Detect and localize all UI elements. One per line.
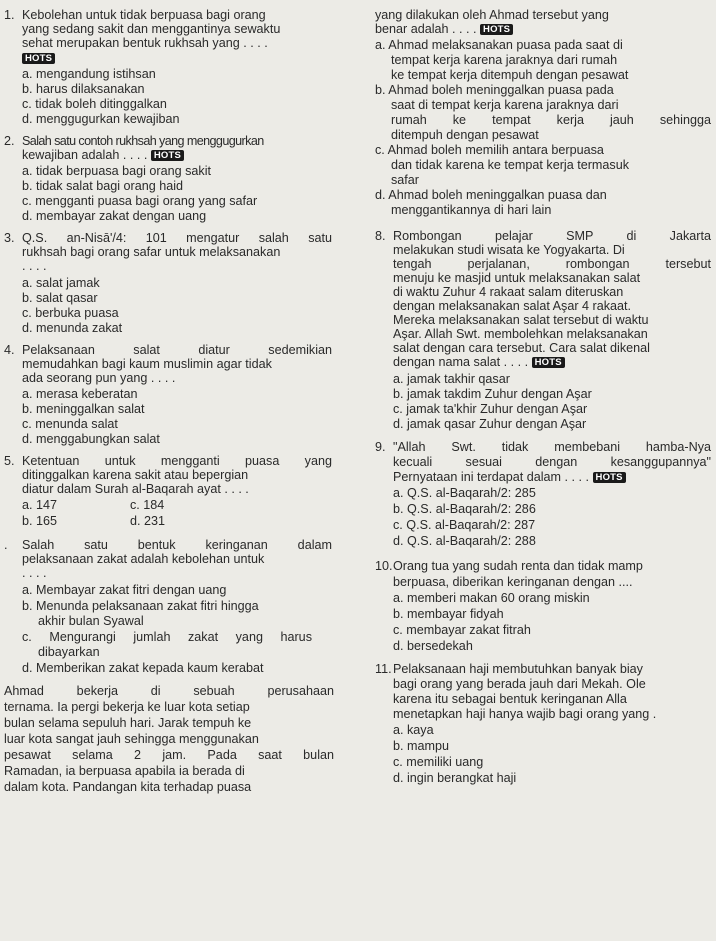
q1-option-b: b. harus dilaksanakan (22, 82, 145, 96)
q10-number: 10. (375, 559, 393, 573)
q5-option-a: a. 147 (22, 498, 58, 512)
q7-option-b-cont: saat di tempat kerja karena jaraknya dari (391, 98, 619, 112)
q8-text-line: dengan nama salat . . . . HOTS (393, 355, 565, 369)
q2-option-d: d. membayar zakat dengan uang (22, 209, 207, 223)
q6-option-c: c. Mengurangi jumlah zakat yang harus (22, 630, 312, 644)
q8-number: 8. (375, 229, 386, 243)
passage-line: bulan selama sepuluh hari. Jarak tempuh ke (4, 716, 252, 730)
q7-option-a: a. Ahmad melaksanakan puasa pada saat di (375, 38, 623, 52)
q4-text-line: ada seorang pun yang . . . . (22, 371, 176, 385)
q8-text-line: menuju ke masjid untuk melaksanakan salat (393, 271, 641, 285)
q4-number: 4. (4, 343, 15, 357)
q11-text-line: menetapkan haji hanya wajib bagi orang yang . (393, 707, 657, 721)
q1-text-line: Kebolehan untuk tidak berpuasa bagi orang (22, 8, 266, 22)
q10-option-d: d. bersedekah (393, 639, 473, 653)
q8-text-line: Aşar. Allah Swt. membolehkan melaksanakan (393, 327, 648, 341)
q8-text-line: Mereka melaksanakan salat tersebut di waktu (393, 313, 649, 327)
q7-option-c: c. Ahmad boleh memilih antara berpuasa (375, 143, 604, 157)
q9-option-b: b. Q.S. al-Baqarah/2: 286 (393, 502, 536, 516)
q2-number: 2. (4, 134, 15, 148)
q11-option-d: d. ingin berangkat haji (393, 771, 517, 785)
q6-option-b-cont: akhir bulan Syawal (38, 614, 144, 628)
q4-option-b: b. meninggalkan salat (22, 402, 145, 416)
q8-option-c: c. jamak ta'khir Zuhur dengan Aşar (393, 402, 588, 416)
q9-option-c: c. Q.S. al-Baqarah/2: 287 (393, 518, 536, 532)
q5-option-c: c. 184 (130, 498, 165, 512)
q6-text-line: . . . . (22, 566, 47, 580)
q1-option-c: c. tidak boleh ditinggalkan (22, 97, 167, 111)
q7-option-c-cont: safar (391, 173, 419, 187)
q9-option-a: a. Q.S. al-Baqarah/2: 285 (393, 486, 536, 500)
q3-number: 3. (4, 231, 15, 245)
q10-text-line: Orang tua yang sudah renta dan tidak mamp (393, 559, 643, 573)
q7-text-line: benar adalah . . . . HOTS (375, 22, 513, 36)
q1-text-line: sehat merupakan bentuk rukhsah yang . . . . (22, 36, 268, 50)
q11-number: 11. (375, 662, 392, 676)
q3-option-a: a. salat jamak (22, 276, 100, 290)
hots-badge: HOTS (593, 472, 626, 483)
q4-text-line: memudahkan bagi kaum muslimin agar tidak (22, 357, 272, 371)
passage-line: Ramadan, ia berpuasa apabila ia berada di (4, 764, 245, 778)
q4-option-d: d. menggabungkan salat (22, 432, 160, 446)
q4-text-line: Pelaksanaan salat diatur sedemikian (22, 343, 332, 357)
passage-line: pesawat selama 2 jam. Pada saat bulan (4, 748, 334, 762)
q1-number: 1. (4, 8, 15, 22)
hots-badge: HOTS (480, 24, 513, 35)
q7-option-b: b. Ahmad boleh meninggalkan puasa pada (375, 83, 614, 97)
q3-text-line: Q.S. an-Nisā'/4: 101 mengatur salah satu (22, 231, 332, 245)
q7-option-c-cont: dan tidak karena ke tempat kerja termasuk (391, 158, 630, 172)
q8-option-d: d. jamak qasar Zuhur dengan Aşar (393, 417, 587, 431)
q8-text-line: di waktu Zuhur 4 rakaat salam diteruskan (393, 285, 624, 299)
q11-option-b: b. mampu (393, 739, 449, 753)
q9-text-line: Pernyataan ini terdapat dalam . . . . HOTS (393, 470, 626, 484)
q5-number: 5. (4, 454, 15, 468)
q6-option-d: d. Memberikan zakat kepada kaum kerabat (22, 661, 264, 675)
q5-option-d: d. 231 (130, 514, 166, 528)
passage-line: dalam kota. Pandangan kita terhadap puasa (4, 780, 252, 794)
q2-text-line: kewajiban adalah . . . . HOTS (22, 148, 184, 162)
q5-option-b: b. 165 (22, 514, 58, 528)
q4-option-a: a. merasa keberatan (22, 387, 138, 401)
q3-option-c: c. berbuka puasa (22, 306, 119, 320)
q1-text-line: yang sedang sakit dan menggantinya sewaktu (22, 22, 281, 36)
q3-option-d: d. menunda zakat (22, 321, 123, 335)
q2-option-b: b. tidak salat bagi orang haid (22, 179, 184, 193)
passage-line: luar kota sangat jauh sehingga menggunakan (4, 732, 259, 746)
passage-line: ternama. Ia pergi bekerja ke luar kota setiap (4, 700, 250, 714)
q1-option-d: d. menggugurkan kewajiban (22, 112, 180, 126)
q1-option-a: a. mengandung istihsan (22, 67, 156, 81)
q7-option-b-cont: rumah ke tempat kerja jauh sehingga (391, 113, 711, 127)
q2-text-line: Salah satu contoh rukhsah yang menggugurkan (22, 134, 264, 148)
hots-badge: HOTS (22, 51, 55, 65)
q4-option-c: c. menunda salat (22, 417, 118, 431)
q2-option-a: a. tidak berpuasa bagi orang sakit (22, 164, 212, 178)
q5-text-line: Ketentuan untuk mengganti puasa yang (22, 454, 332, 468)
q3-text-line: . . . . (22, 259, 47, 273)
q8-text-line: tengah perjalanan, rombongan tersebut (393, 257, 711, 271)
q7-option-d: d. Ahmad boleh meninggalkan puasa dan (375, 188, 607, 202)
q7-option-d-cont: menggantikannya di hari lain (391, 203, 552, 217)
q11-text-line: karena itu sebagai bentuk keringanan Alla (393, 692, 627, 706)
q8-text-line: salat dengan cara tersebut. Cara salat dikenal (393, 341, 650, 355)
q10-option-c: c. membayar zakat fitrah (393, 623, 531, 637)
q8-option-a: a. jamak takhir qasar (393, 372, 510, 386)
q11-option-c: c. memiliki uang (393, 755, 484, 769)
q9-text-line: kecuali sesuai dengan kesanggupannya" (393, 455, 711, 469)
q5-text-line: diatur dalam Surah al-Baqarah ayat . . . . (22, 482, 249, 496)
q10-option-b: b. membayar fidyah (393, 607, 504, 621)
q2-option-c: c. mengganti puasa bagi orang yang safar (22, 194, 258, 208)
q6-option-c-cont: dibayarkan (38, 645, 100, 659)
q11-text-line: Pelaksanaan haji membutuhkan banyak biay (393, 662, 643, 676)
q3-text-line: rukhsah bagi orang safar untuk melaksanakan (22, 245, 281, 259)
q7-option-a-cont: ke tempat kerja ditempuh dengan pesawat (391, 68, 629, 82)
q11-text-line: bagi orang yang berada jauh dari Mekah. Ole (393, 677, 646, 691)
q9-text-line: "Allah Swt. tidak membebani hamba-Nya (393, 440, 711, 454)
q9-number: 9. (375, 440, 386, 454)
q8-text-line: dengan melaksanakan salat Aşar 4 rakaat. (393, 299, 632, 313)
hots-badge: HOTS (532, 357, 565, 368)
hots-badge: HOTS (151, 150, 184, 161)
q7-text-line: yang dilakukan oleh Ahmad tersebut yang (375, 8, 609, 22)
q3-option-b: b. salat qasar (22, 291, 98, 305)
q10-text-line: berpuasa, diberikan keringanan dengan .... (393, 575, 633, 589)
q10-option-a: a. memberi makan 60 orang miskin (393, 591, 590, 605)
q9-option-d: d. Q.S. al-Baqarah/2: 288 (393, 534, 536, 548)
q6-text-line: Salah satu bentuk keringanan dalam (22, 538, 332, 552)
q11-option-a: a. kaya (393, 723, 434, 737)
q7-option-b-cont: ditempuh dengan pesawat (391, 128, 539, 142)
q7-option-a-cont: tempat kerja karena jaraknya dari rumah (391, 53, 618, 67)
q5-text-line: ditinggalkan karena sakit atau bepergian (22, 468, 249, 482)
q8-text-line: Rombongan pelajar SMP di Jakarta (393, 229, 711, 243)
q6-option-a: a. Membayar zakat fitri dengan uang (22, 583, 227, 597)
q6-text-line: pelaksanaan zakat adalah kebolehan untuk (22, 552, 265, 566)
q6-option-b: b. Menunda pelaksanaan zakat fitri hingga (22, 599, 259, 613)
q6-number: . (4, 538, 8, 552)
q8-text-line: melakukan studi wisata ke Yogyakarta. Di (393, 243, 625, 257)
q8-option-b: b. jamak takdim Zuhur dengan Aşar (393, 387, 592, 401)
passage-line: Ahmad bekerja di sebuah perusahaan (4, 684, 334, 698)
